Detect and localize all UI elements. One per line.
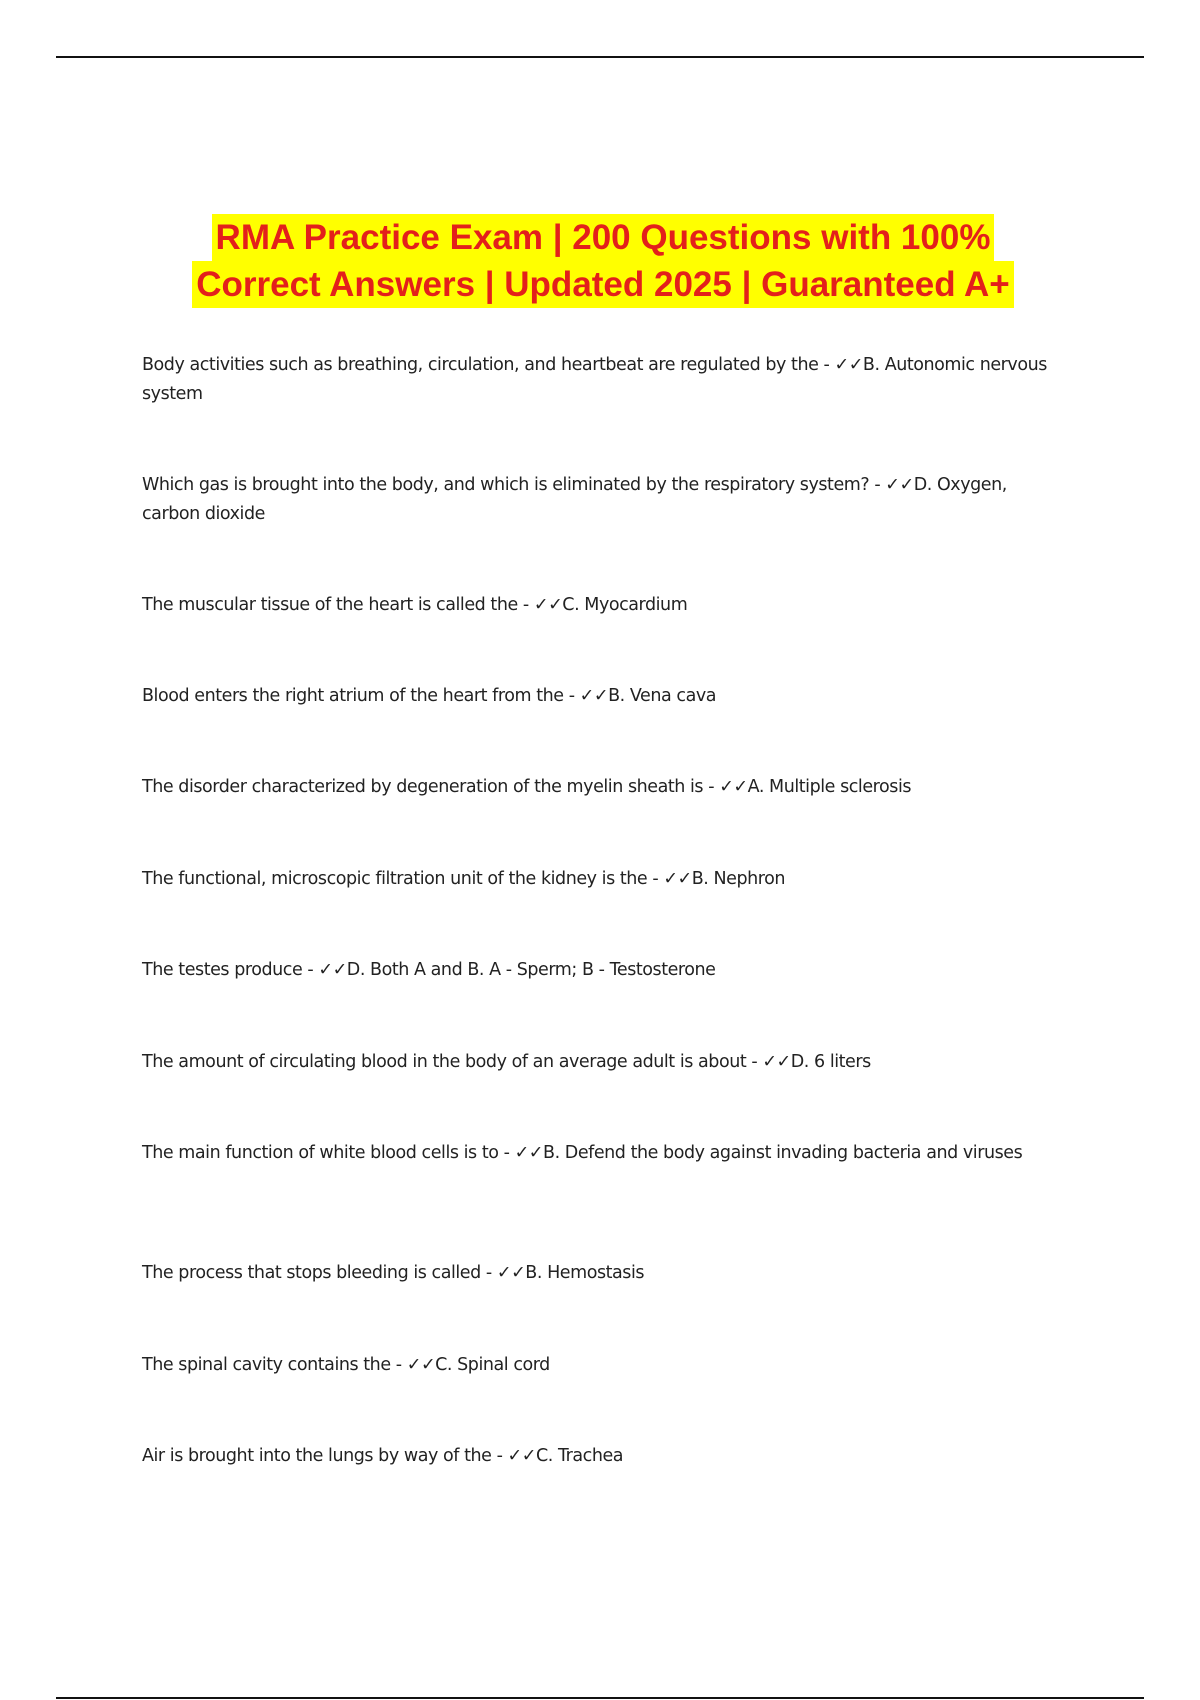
qa-item: The disorder characterized by degeneration of the myelin sheath is - ✓✓A. Multiple sclerosis [142, 777, 912, 797]
qa-item: The amount of circulating blood in the body of an average adult is about - ✓✓D. 6 liters [142, 1052, 871, 1072]
title-line-1: RMA Practice Exam | 200 Questions with 100% [212, 214, 995, 261]
document-title [140, 214, 1066, 308]
title-line-2: Correct Answers | Updated 2025 | Guaranteed A+ [192, 261, 1014, 308]
bottom-rule [56, 1697, 1144, 1699]
qa-item: Body activities such as breathing, circulation, and heartbeat are regulated by the - ✓✓B. Autonomic nervous system [142, 355, 1047, 404]
qa-item: The muscular tissue of the heart is called the - ✓✓C. Myocardium [142, 595, 688, 615]
qa-item: Blood enters the right atrium of the heart from the - ✓✓B. Vena cava [142, 686, 717, 706]
qa-item: The functional, microscopic filtration unit of the kidney is the - ✓✓B. Nephron [142, 869, 786, 889]
top-rule [56, 56, 1144, 58]
qa-item: Which gas is brought into the body, and which is eliminated by the respiratory system? - ✓✓D. Oxygen, carbon dioxide [142, 475, 1007, 524]
qa-item: The main function of white blood cells is to - ✓✓B. Defend the body against invading bacteria and viruses [142, 1143, 1023, 1163]
qa-item: The process that stops bleeding is called - ✓✓B. Hemostasis [142, 1263, 645, 1283]
qa-item: The testes produce - ✓✓D. Both A and B. A - Sperm; B - Testosterone [142, 960, 716, 980]
qa-item: Air is brought into the lungs by way of the - ✓✓C. Trachea [142, 1446, 624, 1466]
qa-item: The spinal cavity contains the - ✓✓C. Spinal cord [142, 1355, 550, 1375]
